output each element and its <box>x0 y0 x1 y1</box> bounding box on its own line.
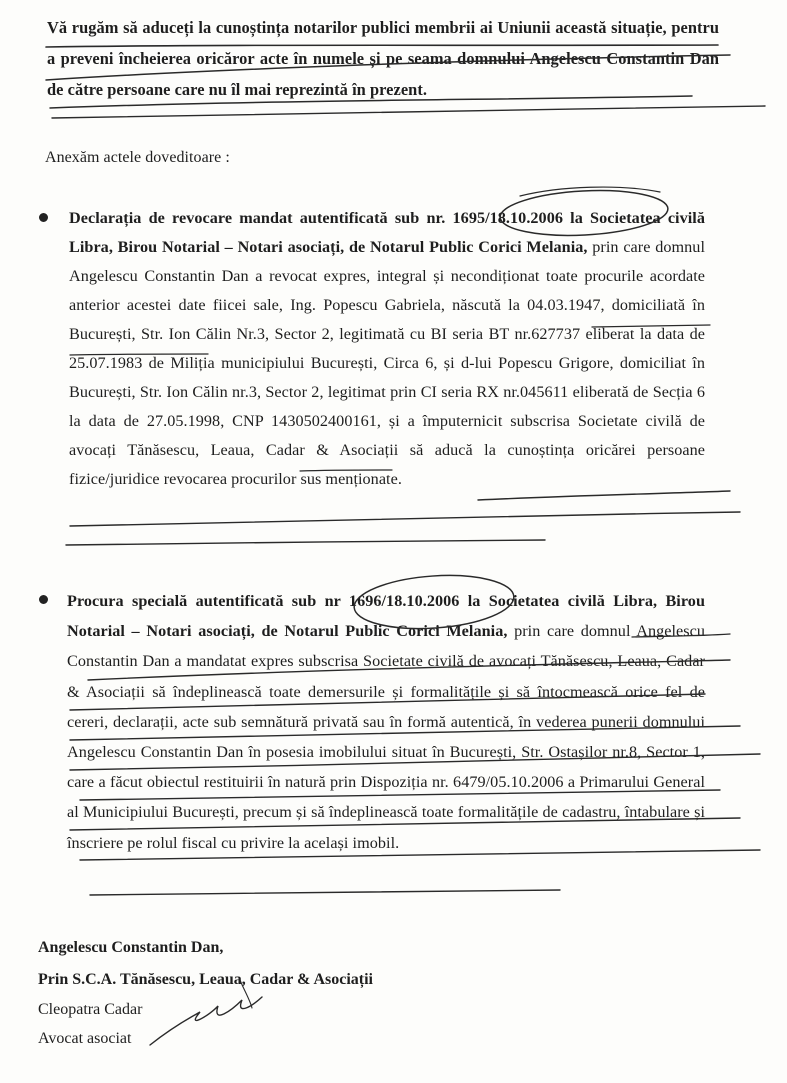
signatory-role: Avocat asociat <box>38 1030 132 1047</box>
underline-mark <box>90 890 560 895</box>
annex-item-1 <box>69 204 705 494</box>
signatory-name: Angelescu Constantin Dan, <box>38 939 224 956</box>
circle-mark <box>520 187 660 196</box>
underline-mark <box>70 512 740 526</box>
signature-mark <box>150 997 262 1045</box>
signatory-firm: Prin S.C.A. Tănăsescu, Leaua, Cadar & Asociații <box>38 971 373 988</box>
underline-mark <box>52 106 765 118</box>
annex-item-2-text: prin care domnul Angelescu Constantin Dan a mandatat expres subscrisa Societate civilă de avocați Tănăsescu, Leaua, Cadar & Asociații să îndeplinească toate demersurile și formalitățile și să întocmească orice fel de cereri, declarații, acte sub semnătură privată sau în formă autentică, în vederea punerii domnului Angelescu Constantin Dan în posesia imobilului situat în București, Str. Ostașilor nr.8, Sector 1, care a făcut obiectul restituirii în natură prin Dispoziția nr. 6479/05.10.2006 a Primarului General al Municipiului București, precum și să îndeplinească toate formalitățile de cadastru, întabulare și înscriere pe rolul fiscal cu privire la același imobil. <box>67 622 705 852</box>
annex-item-2-title: Procura specială autentificată sub nr 1696/18.10.2006 la Societatea civilă Libra, Birou Notarial – Notari asociați, de Notarul Public Corici Melania, <box>67 592 705 641</box>
annex-item-2 <box>67 586 705 858</box>
intro-paragraph: Vă rugăm să aduceți la cunoștința notarilor publici membrii ai Uniunii această situație, pentru a preveni încheierea oricăror acte în numele și pe seama domnului Angelescu Constantin Dan de către persoane care nu îl mai reprezintă în prezent. <box>47 18 719 99</box>
underline-mark <box>66 540 545 545</box>
bullet-icon <box>39 595 48 604</box>
annex-item-1-title: Declarația de revocare mandat autentificată sub nr. 1695/18.10.2006 la Societatea civilă Libra, Birou Notarial – Notari asociați, de Notarul Public Corici Melania, <box>69 209 705 256</box>
bullet-icon <box>39 213 48 222</box>
annex-heading: Anexăm actele doveditoare : <box>45 149 230 166</box>
annex-item-1-text: prin care domnul Angelescu Constantin Dan a revocat expres, integral și necondiționat toate procurile acordate anterior acestei date fiicei sale, Ing. Popescu Gabriela, născută la 04.03.1947, domiciliată în București, Str. Ion Călin Nr.3, Sector 2, legitimată cu BI seria BT nr.627737 eliberat la data de 25.07.1983 de Miliția municipiului București, Circa 6, și d-lui Popescu Grigore, domiciliat în București, Str. Ion Călin nr.3, Sector 2, legitimat prin CI seria RX nr.045611 eliberată de Secția 6 la data de 27.05.1998, CNP 1430502400161, și a împuternicit subscrisa Societate civilă de avocați Tănăsescu, Leaua, Cadar & Asociații să aducă la cunoștința oricărei persoane fizice/juridice revocarea procurilor sus menționate. <box>69 238 705 488</box>
signatory-person: Cleopatra Cadar <box>38 1001 143 1018</box>
